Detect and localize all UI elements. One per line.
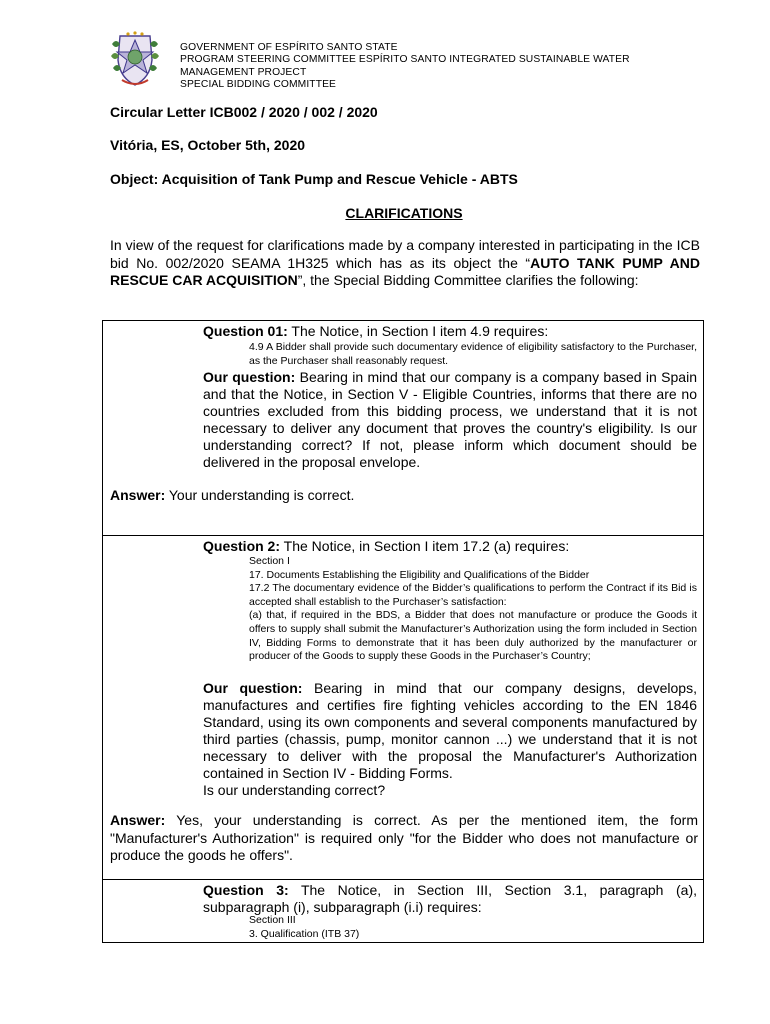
answer [110,812,698,865]
question-text: The Notice, in Section I item 17.2 (a) requires: [280,538,570,554]
question-heading [203,538,697,555]
our-question-label: Our question: [203,369,296,385]
intro-bold-object: AUTO TANK PUMP AND RESCUE CAR ACQUISITION [110,254,700,288]
question-text: The Notice, in Section III, Section 3.1, paragraph (a), subparagraph (i), subparagraph (i.i) requires: [203,882,697,915]
our-question-label: Our question: [203,680,303,696]
answer-text: Yes, your understanding is correct. As per the mentioned item, the form "Manufacturer's Authorization" is required only "for the Bidder who does not manufacture or produce the goods he offers". [110,812,698,863]
clarifications-table [102,320,704,943]
question-label: Question 3: [203,882,289,898]
quoted-requirement [249,555,697,664]
place-and-date: Vitória, ES, October 5th, 2020 [110,137,306,153]
org-line: GOVERNMENT OF ESPÍRITO SANTO STATE [180,42,398,53]
intro-text: In view of the request for clarifications made by a company interested in participating in the ICB bid No. 002/2020 SEAMA 1H325 which has as its object the “ [110,237,700,271]
our-question-tail: Is our understanding correct? [203,782,386,798]
question-row [103,535,703,880]
our-question [203,680,697,799]
org-line: MANAGEMENT PROJECT [180,66,307,78]
question-heading [203,323,697,340]
quote-line: (a) that, if required in the BDS, a Bidder that does not manufacture or produce the Goods it offers to supply shall submit the Manufacturer’s Authorization using the form included in Section IV, Bidding Forms to demonstrate that it has been duly authorized by the manufacturer or producer of the Goods to supply these Goods in the Purchaser’s Country; [249,609,697,663]
question-text: The Notice, in Section I item 4.9 requires: [287,323,549,339]
organization-lines [180,42,630,92]
intro-paragraph [110,237,700,290]
question-row [103,879,703,942]
question-label: Question 01: [203,323,288,339]
answer-label: Answer: [110,812,166,828]
quote-line: Section III [249,914,296,926]
quote-line: Section I [249,555,290,567]
coat-of-arms-icon [108,30,162,88]
quoted-requirement [249,914,697,941]
quoted-requirement: 4.9 A Bidder shall provide such documentary evidence of eligibility satisfactory to the Purchaser, as the Purchaser shall reasonably request. [249,341,697,367]
section-title: CLARIFICATIONS [345,205,463,221]
answer-text: Your understanding is correct. [165,487,355,503]
our-question-text: Bearing in mind that our company is a company based in Spain and that the Notice, in Section V - Eligible Countries, informs that there are no countries excluded from this bidding process, we understand that it is not necessary to deliver any document that proves the country's eligibility. Is our understanding correct? If not, please inform which document should be delivered in the proposal envelope. [203,369,697,470]
circular-letter-number: Circular Letter ICB002 / 2020 / 002 / 2020 [110,104,378,120]
our-question [203,369,697,471]
quote-line: 17.2 The documentary evidence of the Bidder’s qualifications to perform the Contract if its Bid is accepted shall establish to the Purchaser’s satisfaction: [249,582,697,608]
intro-text-end: ”, the Special Bidding Committee clarifies the following: [297,272,639,288]
answer [110,487,698,505]
question-label: Question 2: [203,538,281,554]
letterhead [108,30,708,94]
letter-object: Object: Acquisition of Tank Pump and Rescue Vehicle - ABTS [110,171,518,187]
quote-line: 17. Documents Establishing the Eligibility and Qualifications of the Bidder [249,568,590,581]
question-heading [203,882,697,916]
question-row [103,321,703,536]
org-line: SPECIAL BIDDING COMMITTEE [180,79,337,91]
org-line: PROGRAM STEERING COMMITTEE ESPÍRITO SANTO INTEGRATED SUSTAINABLE WATER [180,54,630,66]
our-question-text: Bearing in mind that our company designs, develops, manufactures and certifies fire fighting vehicles according to the EN 1846 Standard, using its own components and several components manufactured by third parties (chassis, pump, monitor cannon ...) we understand that it is not necessary to deliver with the proposal the Manufacturer's Authorization contained in Section IV - Bidding Forms. [203,680,697,781]
quote-line: 3. Qualification (ITB 37) [249,927,360,940]
answer-label: Answer: [110,487,166,503]
